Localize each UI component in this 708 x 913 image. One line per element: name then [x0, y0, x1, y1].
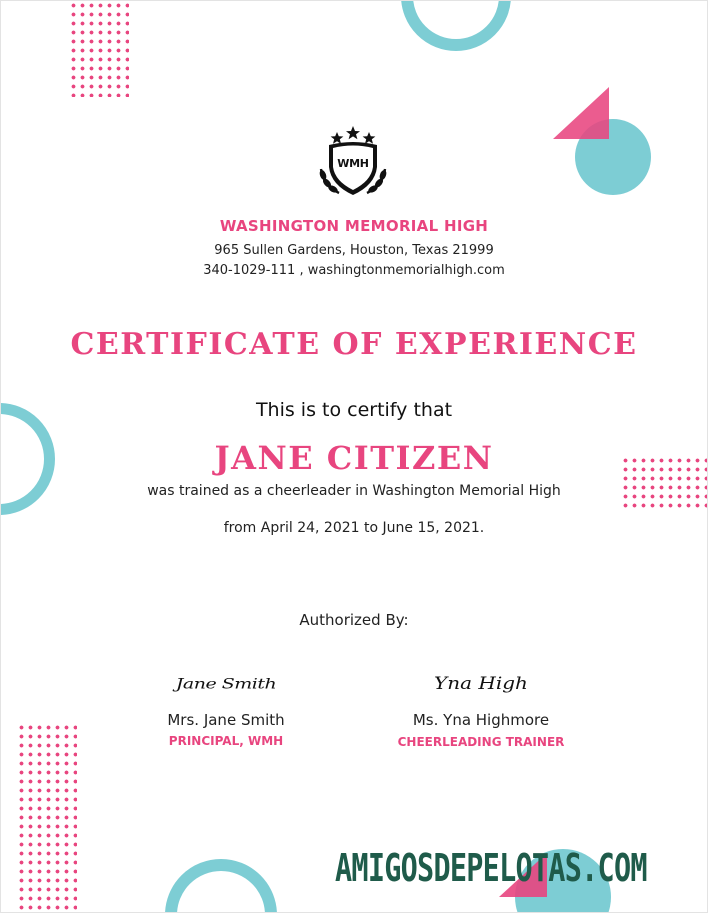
dot-pattern-bottom-left: [17, 723, 77, 913]
school-name: WASHINGTON MEMORIAL HIGH: [219, 217, 489, 235]
dot-pattern-top-left: [69, 1, 129, 97]
pink-triangle-right: [553, 87, 611, 141]
school-logo: [317, 123, 389, 199]
ring-top-center: [401, 0, 511, 51]
school-contact: 340-1029-111 , washingtonmemorialhigh.com: [203, 263, 505, 278]
signer-2: [379, 669, 583, 759]
signature-jane-smith: Jane Smith: [175, 675, 277, 693]
certificate-description: was trained as a cheerleader in Washington Memorial High: [147, 483, 561, 499]
school-logo-text: WMH: [337, 157, 369, 170]
ring-bottom-center: [165, 859, 277, 913]
signer-2-name: Ms. Yna Highmore: [412, 711, 550, 729]
signer-1: [126, 669, 326, 759]
signer-1-name: Mrs. Jane Smith: [167, 711, 285, 729]
authorized-by-label: Authorized By:: [299, 611, 409, 629]
certificate-title: CERTIFICATE OF EXPERIENCE: [70, 327, 638, 362]
certify-intro: This is to certify that: [255, 399, 453, 421]
school-address: 965 Sullen Gardens, Houston, Texas 21999: [214, 243, 494, 258]
recipient-name: JANE CITIZEN: [214, 439, 494, 477]
signer-1-role: PRINCIPAL, WMH: [168, 734, 284, 748]
certificate-period: from April 24, 2021 to June 15, 2021.: [223, 520, 485, 536]
watermark-text: AMIGOSDEPELOTAS.COM: [335, 846, 647, 890]
signer-2-role: CHEERLEADING TRAINER: [397, 735, 565, 749]
signature-yna-high: Yna High: [434, 672, 528, 694]
